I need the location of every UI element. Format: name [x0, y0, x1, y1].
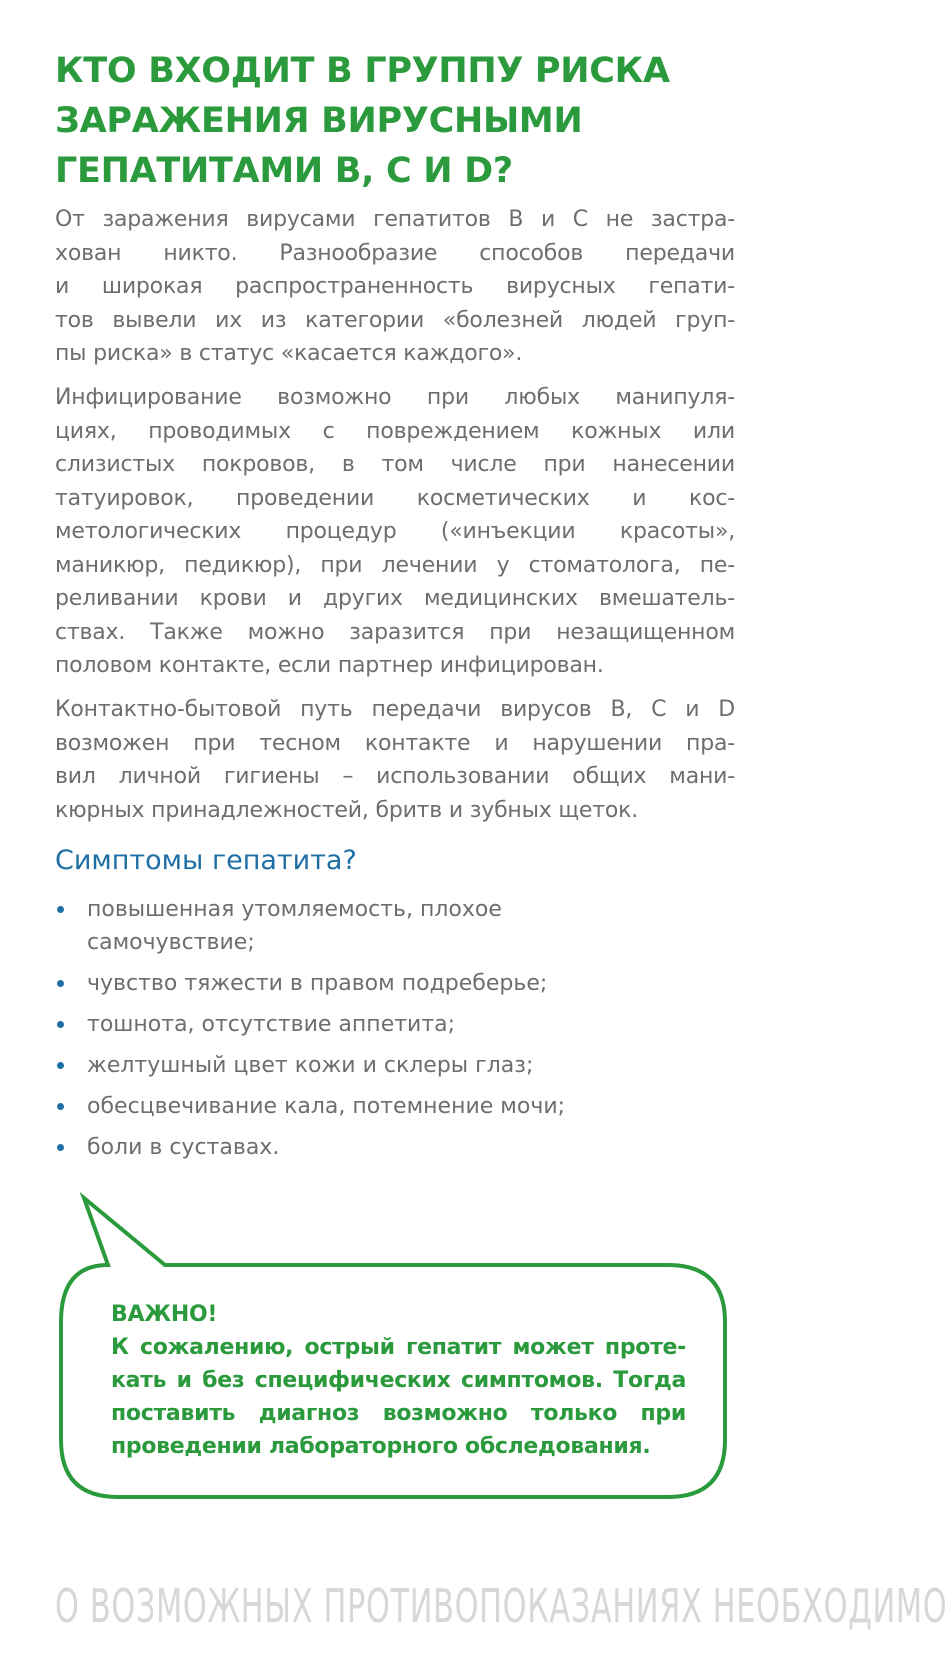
text-line: метологических процедур («инъекции красоты», — [55, 519, 735, 544]
text-line: вил личной гигиены – использовании общих мани- — [55, 764, 735, 789]
text-line: татуировок, проведении косметических и кос- — [55, 485, 735, 511]
text-line: и широкая распространенность вирусных гепати- — [55, 274, 735, 299]
symptoms-heading: Симптомы гепатита? — [55, 845, 357, 876]
text-line: возможен при тесном контакте и нарушении пра- — [55, 730, 735, 756]
title-line: КТО ВХОДИТ В ГРУППУ РИСКА — [55, 51, 670, 91]
list-item-text: чувство тяжести в правом подреберье; — [87, 971, 548, 996]
text-line: циях, проводимых с повреждением кожных или — [55, 418, 735, 444]
text-line: От заражения вирусами гепатитов В и С не застра- — [55, 207, 735, 232]
important-line: поставить диагноз возможно только при — [111, 1401, 686, 1426]
important-line: кать и без специфических симптомов. Тогда — [111, 1368, 686, 1393]
list-item-text: обесцвечивание кала, потемнение мочи; — [87, 1094, 566, 1119]
text-line: тов вывели их из категории «болезней людей груп- — [55, 307, 735, 333]
list-item-text: повышенная утомляемость, плохое — [87, 897, 502, 922]
footer-banner-text: О ВОЗМОЖНЫХ ПРОТИВОПОКАЗАНИЯХ НЕОБХОДИМО — [55, 1579, 947, 1633]
title-line: ГЕПАТИТАМИ В, С И D? — [55, 151, 513, 191]
text-line: Контактно-бытовой путь передачи вирусов В, С и D — [55, 697, 735, 722]
list-item-text: желтушный цвет кожи и склеры глаз; — [87, 1053, 534, 1078]
important-line: К сожалению, острый гепатит может проте- — [111, 1335, 686, 1360]
list-item-text: тошнота, отсутствие аппетита; — [87, 1012, 456, 1037]
text-line: маникюр, педикюр), при лечении у стоматолога, пе- — [55, 552, 735, 578]
list-item-text: самочувствие; — [87, 930, 255, 955]
text-line: слизистых покровов, в том числе при нанесении — [55, 452, 735, 477]
important-label: ВАЖНО! — [111, 1302, 218, 1327]
text-line: хован никто. Разнообразие способов передачи — [55, 240, 735, 266]
text-line: ствах. Также можно заразится при незащищенном — [55, 619, 735, 645]
text-line: пы риска» в статус «касается каждого». — [55, 341, 523, 366]
important-note — [111, 1298, 686, 1463]
list-item-text: боли в суставах. — [87, 1135, 280, 1160]
text-line: Инфицирование возможно при любых манипуля- — [55, 385, 735, 410]
text-line: реливании крови и других медицинских вмешатель- — [55, 586, 735, 611]
text-line: половом контакте, если партнер инфицирован. — [55, 653, 604, 678]
title-line: ЗАРАЖЕНИЯ ВИРУСНЫМИ — [55, 101, 583, 141]
text-line: кюрных принадлежностей, бритв и зубных щеток. — [55, 797, 639, 823]
important-line: проведении лабораторного обследования. — [111, 1434, 651, 1459]
